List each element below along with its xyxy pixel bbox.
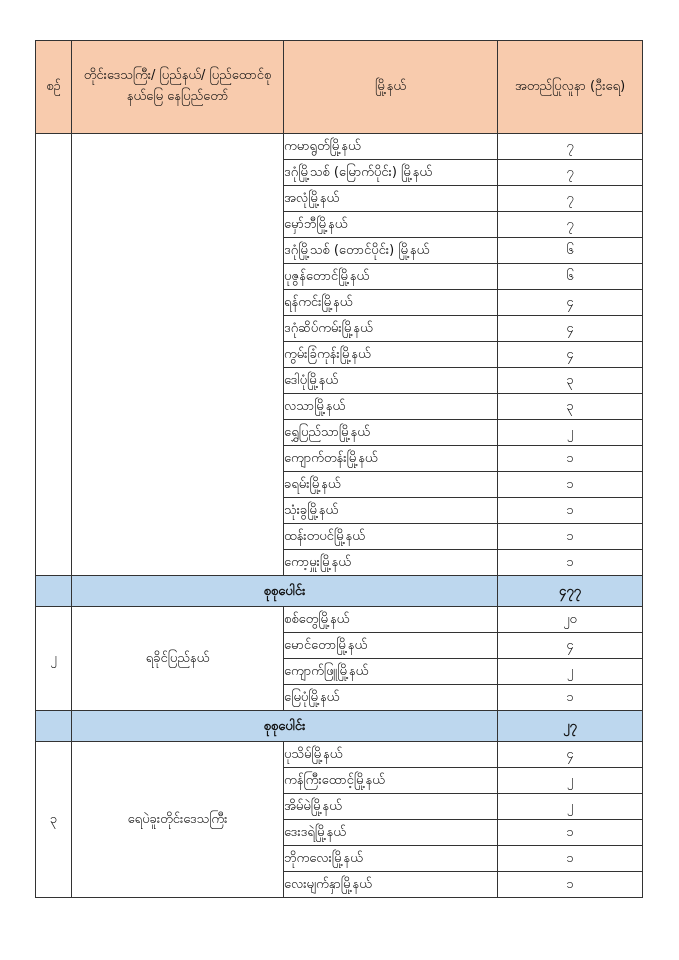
total-value: ၄၇၇ bbox=[498, 576, 643, 607]
case-count: ၂ bbox=[498, 768, 643, 794]
case-count: ၁ bbox=[498, 820, 643, 846]
total-row bbox=[36, 576, 643, 607]
case-count: ၆ bbox=[498, 264, 643, 290]
total-label: စုစုပေါင်း bbox=[72, 576, 498, 607]
case-count: ၃ bbox=[498, 394, 643, 420]
township-name: ကွမ်းခြံကုန်းမြို့နယ် bbox=[284, 342, 498, 368]
township-name: အိမ်မဲမြို့နယ် bbox=[284, 794, 498, 820]
case-count: ၂၀ bbox=[498, 607, 643, 633]
township-name: ပုဇွန်တောင်မြို့နယ် bbox=[284, 264, 498, 290]
township-name: ကော့မှူးမြို့နယ် bbox=[284, 550, 498, 576]
township-name: ကျောက်တန်းမြို့နယ် bbox=[284, 446, 498, 472]
township-name: ရန်ကင်းမြို့နယ် bbox=[284, 290, 498, 316]
township-name: ထန်းတပင်မြို့နယ် bbox=[284, 524, 498, 550]
case-count: ၁ bbox=[498, 498, 643, 524]
total-label: စုစုပေါင်း bbox=[72, 711, 498, 742]
case-count: ၆ bbox=[498, 238, 643, 264]
case-count: ၇ bbox=[498, 186, 643, 212]
township-name: ကမာရွတ်မြို့နယ် bbox=[284, 134, 498, 160]
header-region: တိုင်းဒေသကြီး/ ပြည်နယ်/ ပြည်ထောင်စုနယ်မြေ နေပြည်တော် bbox=[72, 41, 284, 134]
header-township: မြို့နယ် bbox=[284, 41, 498, 134]
township-name: စစ်တွေမြို့နယ် bbox=[284, 607, 498, 633]
case-count: ၁ bbox=[498, 685, 643, 711]
group-number bbox=[36, 134, 72, 576]
table-row bbox=[36, 607, 643, 633]
table-body bbox=[36, 134, 643, 898]
case-count: ၇ bbox=[498, 212, 643, 238]
township-name: ဒေါပုံမြို့နယ် bbox=[284, 368, 498, 394]
case-count: ၄ bbox=[498, 742, 643, 768]
region-name: ရေပဲခူးတိုင်းဒေသကြီး bbox=[72, 742, 284, 898]
total-blank-cell bbox=[36, 576, 72, 607]
table-row bbox=[36, 742, 643, 768]
township-name: ဒဂုံဆိပ်ကမ်းမြို့နယ် bbox=[284, 316, 498, 342]
total-row bbox=[36, 711, 643, 742]
township-name: ဒဂုံမြို့သစ် (မြောက်ပိုင်း) မြို့နယ် bbox=[284, 160, 498, 186]
township-name: အလုံမြို့နယ် bbox=[284, 186, 498, 212]
table-row bbox=[36, 134, 643, 160]
case-count: ၇ bbox=[498, 160, 643, 186]
case-count: ၄ bbox=[498, 342, 643, 368]
case-count: ၁ bbox=[498, 550, 643, 576]
case-count: ၄ bbox=[498, 633, 643, 659]
region-name bbox=[72, 134, 284, 576]
township-name: ပုသိမ်မြို့နယ် bbox=[284, 742, 498, 768]
township-name: မှော်ဘီမြို့နယ် bbox=[284, 212, 498, 238]
case-table bbox=[35, 40, 643, 898]
case-count: ၄ bbox=[498, 316, 643, 342]
case-count: ၁ bbox=[498, 472, 643, 498]
region-name: ရခိုင်ပြည်နယ် bbox=[72, 607, 284, 711]
case-count: ၁ bbox=[498, 846, 643, 872]
township-name: ဒေးဒရဲမြို့နယ် bbox=[284, 820, 498, 846]
township-name: ခရမ်းမြို့နယ် bbox=[284, 472, 498, 498]
header-row bbox=[36, 41, 643, 134]
township-name: ကျောက်ဖြူမြို့နယ် bbox=[284, 659, 498, 685]
case-count: ၂ bbox=[498, 659, 643, 685]
township-name: မောင်တောမြို့နယ် bbox=[284, 633, 498, 659]
township-name: ကန်ကြီးထောင့်မြို့နယ် bbox=[284, 768, 498, 794]
township-name: မြေပုံမြို့နယ် bbox=[284, 685, 498, 711]
township-name: ရွှေပြည်သာမြို့နယ် bbox=[284, 420, 498, 446]
case-count: ၂ bbox=[498, 420, 643, 446]
township-name: လသာမြို့နယ် bbox=[284, 394, 498, 420]
case-count: ၁ bbox=[498, 872, 643, 898]
township-name: ဘိုကလေးမြို့နယ် bbox=[284, 846, 498, 872]
case-count: ၁ bbox=[498, 524, 643, 550]
case-count: ၇ bbox=[498, 134, 643, 160]
header-no: စဉ် bbox=[36, 41, 72, 134]
header-count: အတည်ပြုလူနာ (ဦးရေ) bbox=[498, 41, 643, 134]
total-blank-cell bbox=[36, 711, 72, 742]
group-number: ၂ bbox=[36, 607, 72, 711]
township-name: လေးမျက်နှာမြို့နယ် bbox=[284, 872, 498, 898]
case-count: ၃ bbox=[498, 368, 643, 394]
case-count: ၄ bbox=[498, 290, 643, 316]
group-number: ၃ bbox=[36, 742, 72, 898]
township-name: သုံးခွမြို့နယ် bbox=[284, 498, 498, 524]
case-count: ၁ bbox=[498, 446, 643, 472]
case-count: ၂ bbox=[498, 794, 643, 820]
total-value: ၂၇ bbox=[498, 711, 643, 742]
township-name: ဒဂုံမြို့သစ် (တောင်ပိုင်း) မြို့နယ် bbox=[284, 238, 498, 264]
